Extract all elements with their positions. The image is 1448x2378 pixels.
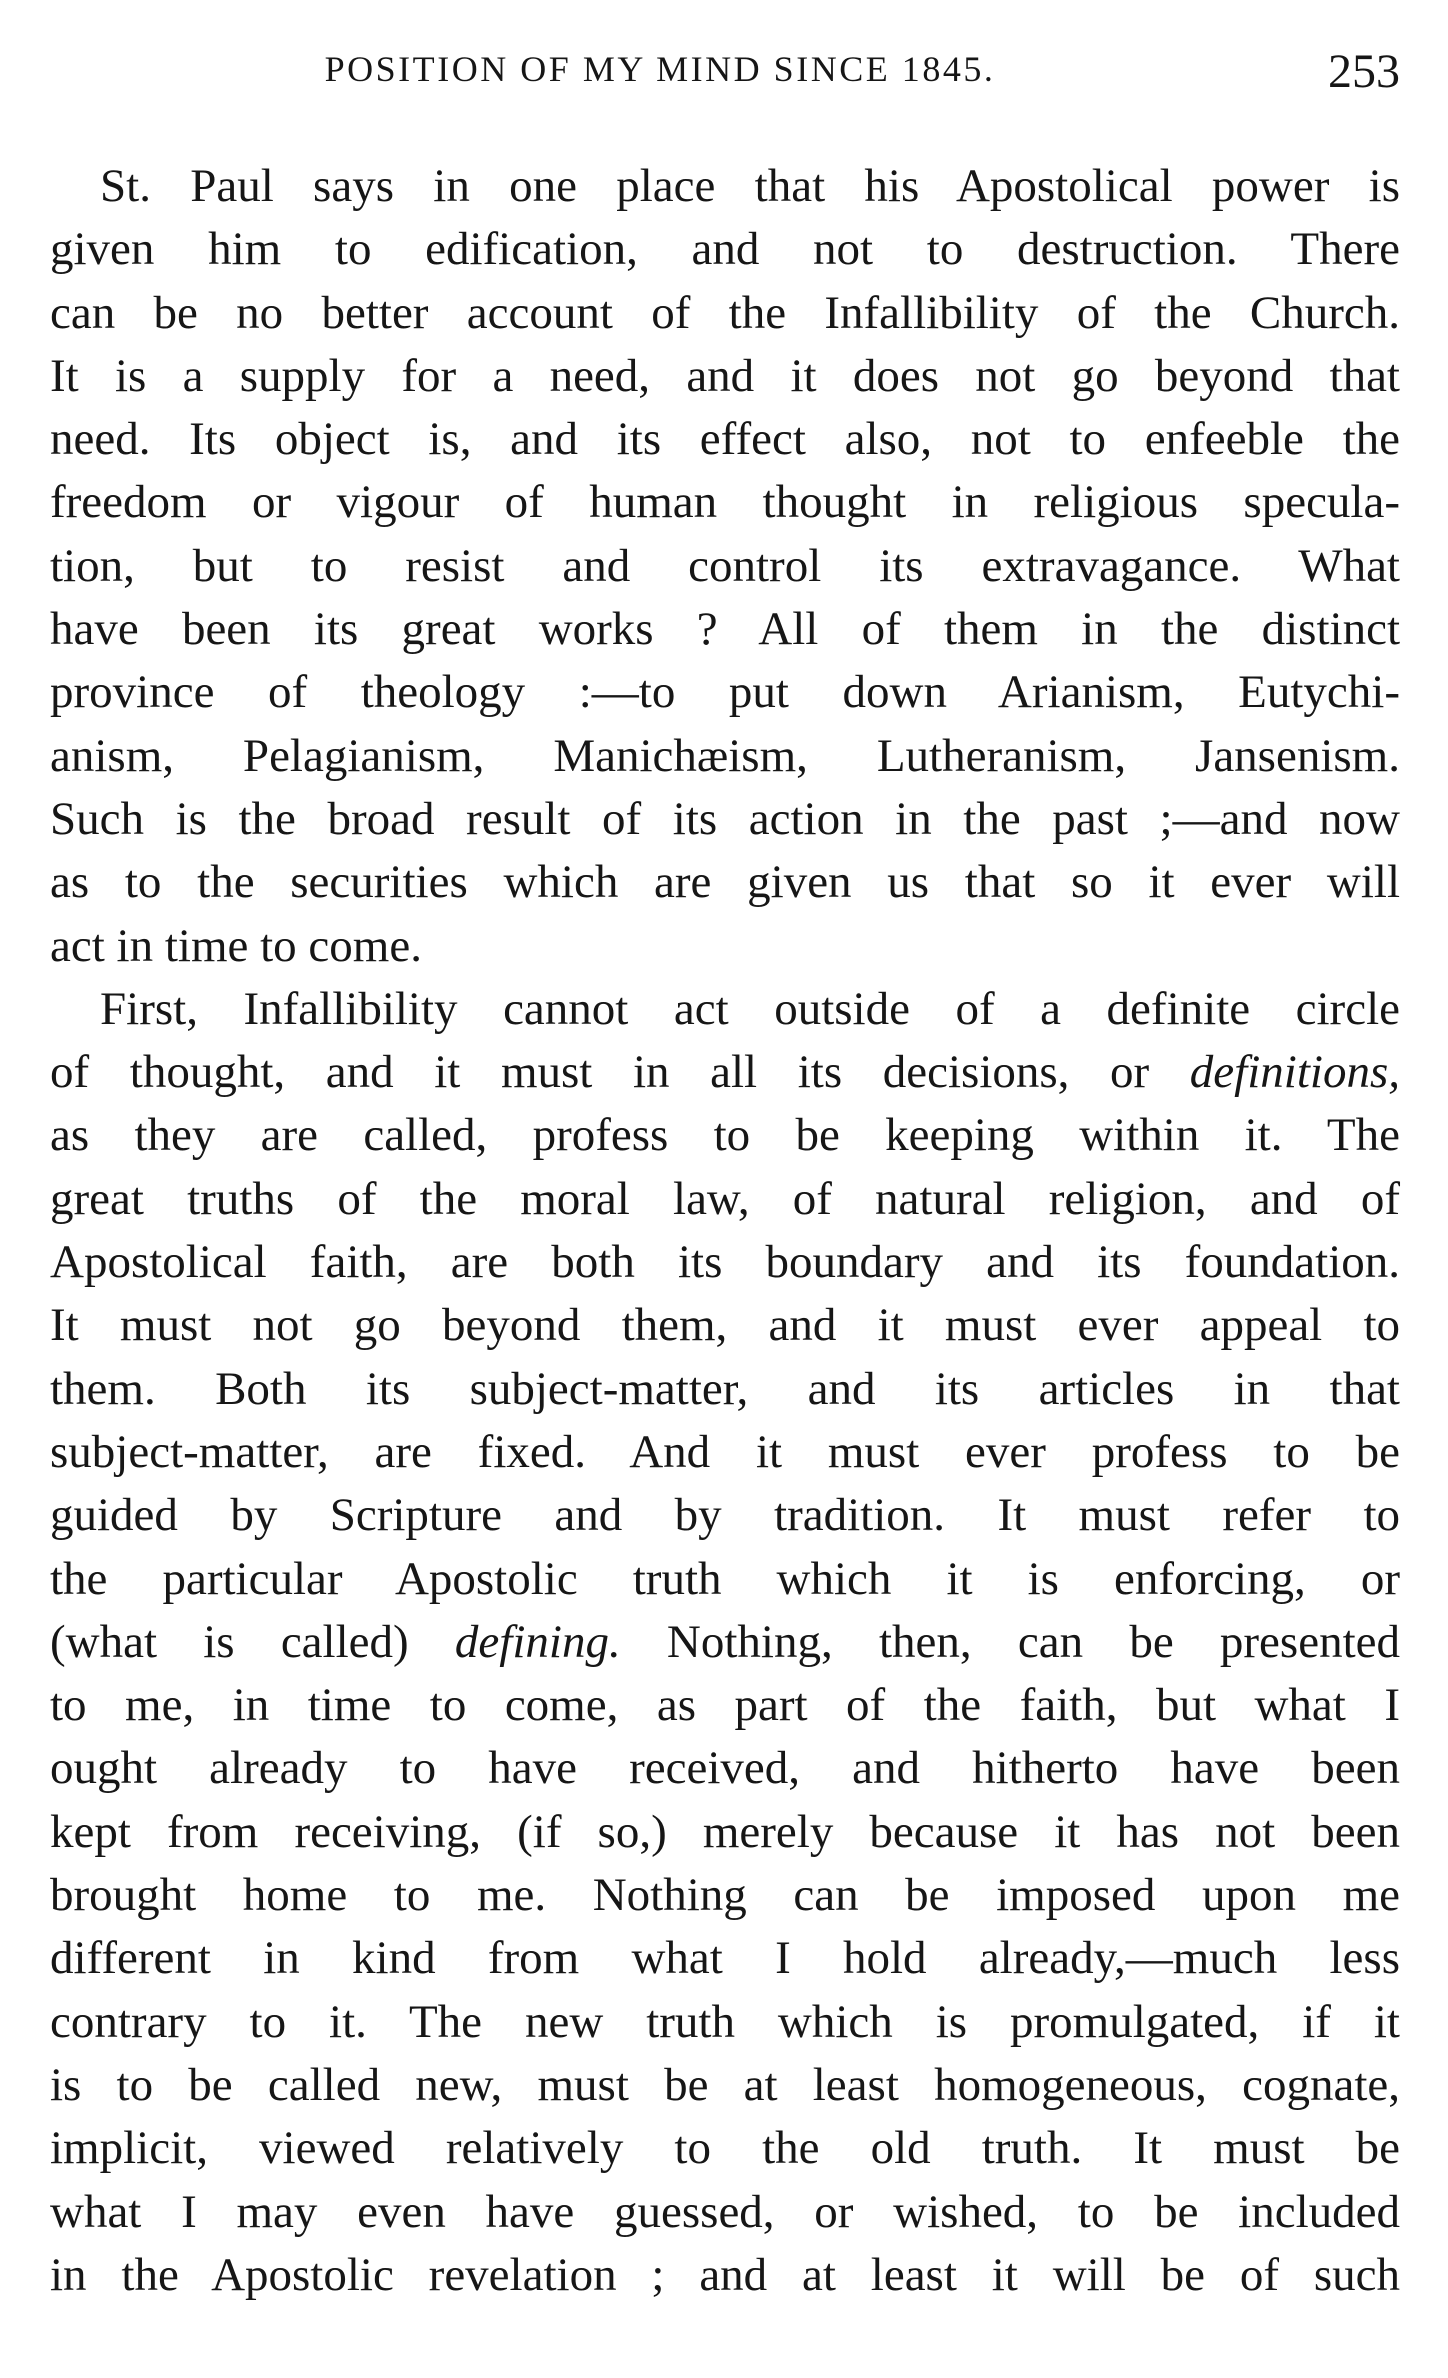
text-line — [50, 1611, 1400, 1674]
text-line — [50, 345, 1400, 408]
text-line-content: to me, in time to come, as part of the faith, but what I — [50, 1679, 1400, 1732]
text-line-content: St. Paul says in one place that his Apostolical power is — [100, 160, 1400, 212]
text-line — [50, 661, 1400, 724]
text-line — [50, 1231, 1400, 1294]
running-head — [50, 40, 1400, 110]
text-line — [50, 2117, 1400, 2180]
text-line — [50, 155, 1400, 218]
text-line-content: contrary to it. The new truth which is promulgated, if it — [50, 1995, 1400, 2048]
text-line — [50, 1421, 1400, 1484]
text-line-content: It must not go beyond them, and it must ever appeal to — [50, 1299, 1400, 1352]
text-line — [50, 282, 1400, 345]
text-line — [50, 1864, 1400, 1927]
italic-term: defining. — [454, 1615, 621, 1668]
text-line-content: as to the securities which are given us that so it ever will — [50, 856, 1400, 909]
text-line — [50, 1801, 1400, 1864]
text-line — [50, 1548, 1400, 1611]
text-line — [50, 218, 1400, 281]
text-line-content: First, Infallibility cannot act outside of a definite circle — [100, 982, 1400, 1035]
text-line — [50, 1674, 1400, 1737]
text-line — [50, 1104, 1400, 1167]
text-line-content: great truths of the moral law, of natural religion, and of — [50, 1172, 1400, 1225]
text-line — [50, 2054, 1400, 2117]
text-line-content: different in kind from what I hold already,—much less — [50, 1932, 1400, 1985]
text-line-content: of thought, and it must in all its decisions, or — [50, 1046, 1190, 1099]
text-line-content: Apostolical faith, are both its boundary and its foundation. — [50, 1236, 1400, 1289]
book-page — [50, 0, 1400, 2378]
text-line — [50, 1991, 1400, 2054]
text-line — [50, 788, 1400, 851]
text-line — [50, 978, 1400, 1041]
text-line — [50, 1927, 1400, 1990]
text-line — [50, 408, 1400, 471]
text-line-content: subject-matter, are fixed. And it must ever profess to be — [50, 1425, 1400, 1478]
text-line — [50, 851, 1400, 914]
text-line — [50, 1041, 1400, 1104]
text-line-content: is to be called new, must be at least homogeneous, cognate, — [50, 2058, 1400, 2111]
text-line-content: brought home to me. Nothing can be imposed upon me — [50, 1869, 1400, 1922]
text-line — [50, 915, 1400, 978]
page-number: 253 — [1328, 45, 1400, 98]
text-line-content: Such is the broad result of its action in the past ;—and now — [50, 792, 1400, 845]
text-line-content: them. Both its subject-matter, and its articles in that — [50, 1362, 1400, 1415]
text-line-content: ought already to have received, and hitherto have been — [50, 1742, 1400, 1795]
text-line — [50, 535, 1400, 598]
text-line-content: what I may even have guessed, or wished, to be included — [50, 2185, 1400, 2238]
text-line-content: guided by Scripture and by tradition. It must refer to — [50, 1489, 1400, 1542]
text-line — [50, 2244, 1400, 2307]
italic-term: definitions, — [1189, 1046, 1400, 1099]
text-line-content: implicit, viewed relatively to the old truth. It must be — [50, 2122, 1400, 2175]
text-line-content: tion, but to resist and control its extravagance. What — [50, 539, 1400, 592]
text-line-content: in the Apostolic revelation ; and at least it will be of such — [50, 2248, 1400, 2301]
text-line-content: can be no better account of the Infallibility of the Church. — [50, 286, 1400, 339]
text-line-content: given him to edification, and not to destruction. There — [50, 223, 1400, 276]
text-line-content: province of theology :—to put down Arianism, Eutychi- — [50, 666, 1400, 719]
text-line-content: anism, Pelagianism, Manichæism, Lutheranism, Jansenism. — [50, 729, 1400, 782]
text-line-content: need. Its object is, and its effect also, not to enfeeble the — [50, 413, 1400, 466]
text-line-continuation: Nothing, then, can be presented — [620, 1615, 1400, 1668]
text-line-content: (what is called) — [50, 1615, 455, 1668]
text-line-content: as they are called, profess to be keeping within it. The — [50, 1109, 1400, 1162]
text-line — [50, 1168, 1400, 1231]
text-line-content: kept from receiving, (if so,) merely because it has not been — [50, 1805, 1400, 1858]
running-title: POSITION OF MY MIND SINCE 1845. — [324, 49, 996, 89]
text-line-content: the particular Apostolic truth which it is enforcing, or — [50, 1552, 1400, 1605]
text-line-content: It is a supply for a need, and it does not go beyond that — [50, 349, 1400, 402]
text-line — [50, 2181, 1400, 2244]
text-line-content: freedom or vigour of human thought in religious specula- — [50, 476, 1400, 529]
text-line — [50, 598, 1400, 661]
text-line — [50, 1484, 1400, 1547]
text-line — [50, 1294, 1400, 1357]
text-line — [50, 1737, 1400, 1800]
text-line-content: act in time to come. — [50, 919, 422, 972]
text-line — [50, 1358, 1400, 1421]
body-text — [50, 155, 1400, 2307]
text-line-content: have been its great works ? All of them in the distinct — [50, 603, 1400, 656]
text-line — [50, 471, 1400, 534]
text-line — [50, 725, 1400, 788]
